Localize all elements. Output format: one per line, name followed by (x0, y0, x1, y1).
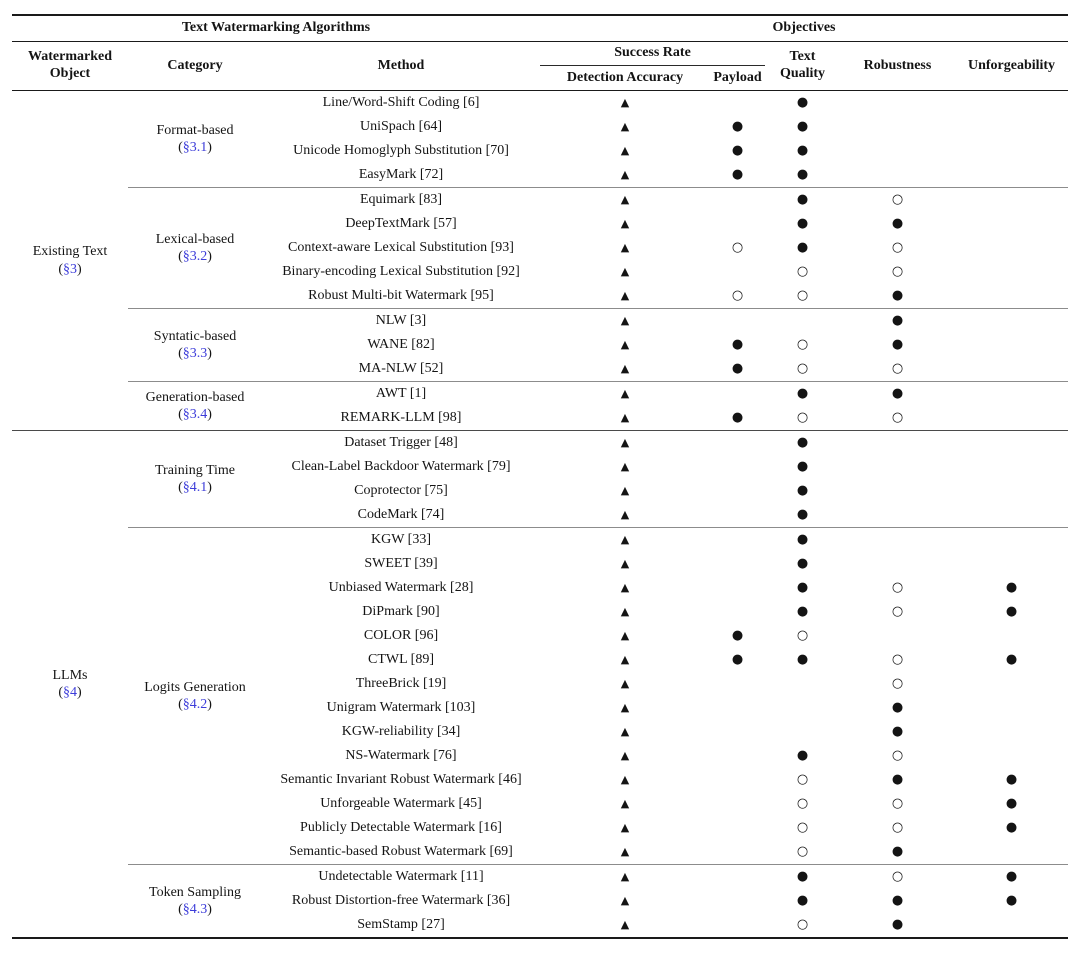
marker-payload (710, 744, 765, 768)
marker-robustness (840, 163, 955, 188)
marker-payload (710, 889, 765, 913)
section-ref: (§3.4) (178, 407, 212, 422)
marker-text-quality: ● (796, 458, 809, 474)
method-cell: Publicly Detectable Watermark [16] (300, 819, 502, 835)
marker-payload (710, 260, 765, 284)
method-cell: Unforgeable Watermark [45] (320, 795, 482, 811)
marker-unforgeability (955, 188, 1068, 213)
method-cell: Context-aware Lexical Substitution [93] (288, 239, 514, 255)
section-link[interactable]: §3.3 (182, 346, 208, 361)
marker-text-quality: ● (796, 603, 809, 619)
marker-detection-accuracy: ▲ (620, 95, 630, 109)
marker-unforgeability (955, 913, 1068, 938)
marker-robustness (840, 91, 955, 116)
marker-unforgeability (955, 479, 1068, 503)
marker-payload (710, 696, 765, 720)
method-cell: Robust Multi-bit Watermark [95] (262, 284, 540, 309)
marker-payload (710, 865, 765, 890)
marker-detection-accuracy: ▲ (620, 386, 630, 400)
marker-robustness (840, 624, 955, 648)
marker-robustness: ○ (891, 675, 904, 691)
col-header-watermarked-object: Watermarked Object (12, 42, 128, 91)
group-label: Generation-based (145, 389, 245, 405)
marker-robustness (840, 455, 955, 479)
marker-robustness: ○ (840, 406, 955, 431)
marker-robustness: ○ (840, 357, 955, 382)
group-label: Existing Text (32, 244, 108, 259)
method-cell: Clean-Label Backdoor Watermark [79] (291, 458, 511, 474)
marker-robustness: ○ (891, 191, 904, 207)
watermarking-comparison-table (12, 14, 1068, 939)
section-link[interactable]: §4.2 (182, 697, 208, 712)
table-row (12, 528, 1068, 553)
section-link[interactable]: §4.3 (182, 902, 208, 917)
marker-text-quality: ● (796, 747, 809, 763)
col-header-success-rate: Success Rate (540, 42, 765, 66)
marker-robustness: ○ (891, 603, 904, 619)
marker-unforgeability (955, 212, 1068, 236)
section-ref: (§4.3) (178, 902, 212, 917)
marker-text-quality: ○ (765, 284, 840, 309)
table-body (12, 91, 1068, 939)
marker-unforgeability (955, 309, 1068, 334)
marker-robustness: ○ (891, 868, 904, 884)
marker-text-quality: ● (765, 503, 840, 528)
marker-unforgeability (955, 91, 1068, 116)
marker-detection-accuracy: ▲ (620, 700, 630, 714)
marker-text-quality: ● (796, 434, 809, 450)
marker-unforgeability (955, 528, 1068, 553)
marker-payload (710, 503, 765, 528)
marker-detection-accuracy: ▲ (620, 893, 630, 907)
marker-robustness: ○ (891, 239, 904, 255)
marker-unforgeability: ● (1005, 795, 1018, 811)
category-cell (128, 528, 262, 865)
marker-payload: ● (731, 651, 744, 667)
marker-payload (710, 479, 765, 503)
method-cell: CodeMark [74] (262, 503, 540, 528)
marker-payload (710, 672, 765, 696)
marker-robustness (840, 479, 955, 503)
marker-unforgeability (955, 382, 1068, 407)
category-cell (128, 431, 262, 528)
marker-robustness (840, 431, 955, 456)
watermarked-object-cell (12, 91, 128, 431)
marker-text-quality: ● (796, 482, 809, 498)
marker-detection-accuracy: ▲ (620, 869, 630, 883)
col-header-unforgeability: Unforgeability (955, 42, 1068, 91)
marker-robustness (840, 115, 955, 139)
method-cell: NS-Watermark [76] (345, 747, 457, 763)
marker-detection-accuracy: ▲ (620, 556, 630, 570)
marker-robustness: ● (891, 771, 904, 787)
group-label: Training Time (154, 462, 235, 478)
group-header-row (12, 15, 1068, 42)
marker-unforgeability (955, 333, 1068, 357)
method-cell: NLW [3] (375, 312, 427, 328)
col-header-category: Category (128, 42, 262, 91)
marker-text-quality (765, 309, 840, 334)
marker-unforgeability (955, 552, 1068, 576)
marker-robustness (840, 528, 955, 553)
section-link[interactable]: §4 (63, 685, 77, 700)
method-cell: REMARK-LLM [98] (262, 406, 540, 431)
marker-detection-accuracy: ▲ (620, 216, 630, 230)
marker-text-quality: ○ (765, 840, 840, 865)
marker-detection-accuracy: ▲ (620, 435, 630, 449)
method-cell: COLOR [96] (363, 627, 439, 643)
marker-text-quality: ● (796, 94, 809, 110)
marker-text-quality: ○ (796, 263, 809, 279)
marker-robustness: ○ (891, 819, 904, 835)
marker-detection-accuracy: ▲ (620, 748, 630, 762)
marker-payload: ● (731, 336, 744, 352)
marker-text-quality (765, 696, 840, 720)
method-cell: SWEET [39] (364, 555, 438, 571)
marker-robustness: ● (891, 723, 904, 739)
marker-robustness (840, 552, 955, 576)
marker-text-quality: ○ (796, 336, 809, 352)
marker-unforgeability (955, 357, 1068, 382)
marker-text-quality: ● (796, 191, 809, 207)
marker-unforgeability: ● (1005, 651, 1018, 667)
marker-unforgeability: ● (1005, 819, 1018, 835)
marker-unforgeability (955, 260, 1068, 284)
marker-detection-accuracy: ▲ (620, 628, 630, 642)
marker-payload (710, 768, 765, 792)
marker-detection-accuracy: ▲ (540, 840, 710, 865)
marker-detection-accuracy: ▲ (620, 192, 630, 206)
section-link[interactable]: §3.1 (182, 140, 208, 155)
marker-text-quality (765, 672, 840, 696)
section-link[interactable]: §4.1 (182, 480, 208, 495)
marker-payload (710, 720, 765, 744)
method-cell: KGW-reliability [34] (341, 723, 461, 739)
method-cell: WANE [82] (367, 336, 435, 352)
marker-unforgeability (955, 406, 1068, 431)
section-ref: (§4) (58, 685, 82, 700)
marker-robustness (840, 139, 955, 163)
marker-detection-accuracy: ▲ (620, 119, 630, 133)
method-cell: Semantic Invariant Robust Watermark [46] (280, 771, 522, 787)
method-cell: DiPmark [90] (362, 603, 440, 619)
marker-text-quality: ● (796, 142, 809, 158)
group-header-text-watermarking-algorithms: Text Watermarking Algorithms (12, 15, 540, 42)
marker-unforgeability (955, 503, 1068, 528)
marker-detection-accuracy: ▲ (620, 337, 630, 351)
marker-text-quality: ● (796, 531, 809, 547)
marker-payload: ● (731, 118, 744, 134)
group-label: Logits Generation (144, 679, 246, 695)
marker-robustness: ● (891, 892, 904, 908)
marker-payload (710, 816, 765, 840)
table-row (12, 431, 1068, 456)
section-ref: (§3.2) (178, 249, 212, 264)
marker-payload (710, 455, 765, 479)
marker-text-quality: ● (796, 215, 809, 231)
marker-unforgeability (955, 139, 1068, 163)
marker-text-quality: ○ (796, 771, 809, 787)
marker-detection-accuracy: ▲ (540, 284, 710, 309)
table-row (12, 188, 1068, 213)
section-ref: (§4.1) (178, 480, 212, 495)
method-cell: Coprotector [75] (354, 482, 448, 498)
marker-text-quality (765, 720, 840, 744)
marker-text-quality: ○ (796, 819, 809, 835)
marker-robustness: ○ (891, 651, 904, 667)
method-cell: KGW [33] (370, 531, 431, 547)
marker-detection-accuracy: ▲ (620, 772, 630, 786)
marker-payload (710, 576, 765, 600)
category-cell (128, 188, 262, 309)
method-cell: CTWL [89] (368, 651, 434, 667)
col-header-payload: Payload (710, 66, 765, 91)
marker-unforgeability (955, 840, 1068, 865)
marker-unforgeability (955, 455, 1068, 479)
col-header-text-quality: Text Quality (765, 42, 840, 91)
marker-robustness: ● (891, 336, 904, 352)
category-cell (128, 382, 262, 431)
marker-unforgeability (955, 624, 1068, 648)
marker-robustness: ● (840, 284, 955, 309)
table-row (12, 865, 1068, 890)
method-cell: ThreeBrick [19] (355, 675, 447, 691)
method-cell: Unicode Homoglyph Substitution [70] (293, 142, 509, 158)
marker-payload: ● (731, 142, 744, 158)
marker-payload: ● (710, 406, 765, 431)
marker-unforgeability: ● (1005, 771, 1018, 787)
section-ref: (§3) (58, 261, 82, 277)
marker-unforgeability (955, 696, 1068, 720)
marker-unforgeability (955, 284, 1068, 309)
table-row (12, 91, 1068, 116)
marker-unforgeability (955, 720, 1068, 744)
marker-detection-accuracy: ▲ (620, 676, 630, 690)
marker-payload: ○ (710, 284, 765, 309)
col-header-robustness: Robustness (840, 42, 955, 91)
marker-detection-accuracy: ▲ (540, 406, 710, 431)
category-cell (128, 865, 262, 939)
marker-robustness: ○ (891, 795, 904, 811)
watermarked-object-cell (12, 431, 128, 939)
marker-text-quality: ● (796, 892, 809, 908)
marker-detection-accuracy: ▲ (620, 820, 630, 834)
marker-unforgeability: ● (1005, 868, 1018, 884)
method-cell: Unbiased Watermark [28] (328, 579, 474, 595)
method-cell: DeepTextMark [57] (345, 215, 457, 231)
marker-detection-accuracy: ▲ (620, 240, 630, 254)
marker-detection-accuracy: ▲ (540, 357, 710, 382)
marker-robustness: ● (891, 699, 904, 715)
marker-unforgeability: ● (1005, 579, 1018, 595)
marker-detection-accuracy: ▲ (620, 459, 630, 473)
marker-robustness: ● (891, 916, 904, 932)
marker-payload (710, 212, 765, 236)
marker-text-quality: ○ (765, 357, 840, 382)
marker-detection-accuracy: ▲ (540, 503, 710, 528)
marker-unforgeability (955, 672, 1068, 696)
marker-payload: ○ (731, 239, 744, 255)
method-cell: MA-NLW [52] (262, 357, 540, 382)
method-cell: Dataset Trigger [48] (344, 434, 458, 450)
marker-text-quality: ● (765, 163, 840, 188)
marker-robustness: ○ (891, 747, 904, 763)
marker-payload (710, 528, 765, 553)
category-cell (128, 309, 262, 382)
marker-detection-accuracy: ▲ (620, 143, 630, 157)
marker-detection-accuracy: ▲ (620, 580, 630, 594)
marker-payload (710, 552, 765, 576)
section-link[interactable]: §3.4 (182, 407, 208, 422)
marker-text-quality: ○ (796, 916, 809, 932)
marker-detection-accuracy: ▲ (620, 724, 630, 738)
method-cell: Line/Word-Shift Coding [6] (322, 94, 480, 110)
method-cell: Binary-encoding Lexical Substitution [92] (282, 263, 520, 279)
marker-robustness: ○ (891, 263, 904, 279)
col-header-method: Method (262, 42, 540, 91)
marker-detection-accuracy: ▲ (540, 163, 710, 188)
section-ref: (§3.3) (178, 346, 212, 361)
marker-payload: ● (710, 163, 765, 188)
method-cell: AWT [1] (375, 385, 427, 401)
category-cell (128, 91, 262, 188)
marker-payload (710, 309, 765, 334)
marker-payload (710, 840, 765, 865)
marker-text-quality: ○ (796, 627, 809, 643)
section-ref: (§3.1) (178, 140, 212, 155)
group-label: LLMs (52, 667, 88, 683)
marker-detection-accuracy: ▲ (620, 604, 630, 618)
method-cell: SemStamp [27] (357, 916, 445, 932)
table-row (12, 382, 1068, 407)
marker-text-quality: ● (796, 239, 809, 255)
col-header-detection-accuracy: Detection Accuracy (540, 66, 710, 91)
marker-unforgeability: ● (1005, 603, 1018, 619)
marker-robustness: ● (840, 840, 955, 865)
marker-payload (710, 431, 765, 456)
marker-unforgeability: ● (1005, 892, 1018, 908)
marker-robustness: ○ (891, 579, 904, 595)
marker-detection-accuracy: ▲ (620, 917, 630, 931)
group-label: Token Sampling (149, 884, 241, 900)
marker-detection-accuracy: ▲ (620, 796, 630, 810)
marker-text-quality: ● (796, 118, 809, 134)
section-link[interactable]: §3.2 (182, 249, 208, 264)
marker-detection-accuracy: ▲ (620, 264, 630, 278)
marker-payload (710, 792, 765, 816)
marker-text-quality: ○ (765, 406, 840, 431)
marker-detection-accuracy: ▲ (620, 532, 630, 546)
marker-robustness: ● (891, 385, 904, 401)
table-row (12, 309, 1068, 334)
marker-unforgeability (955, 236, 1068, 260)
marker-payload: ● (731, 627, 744, 643)
marker-payload (710, 91, 765, 116)
marker-text-quality: ● (796, 555, 809, 571)
group-label: Lexical-based (155, 231, 235, 247)
marker-payload: ● (710, 357, 765, 382)
marker-text-quality: ● (796, 385, 809, 401)
method-cell: UniSpach [64] (359, 118, 443, 134)
marker-detection-accuracy: ▲ (620, 483, 630, 497)
marker-unforgeability (955, 115, 1068, 139)
method-cell: Robust Distortion-free Watermark [36] (291, 892, 511, 908)
marker-robustness (840, 503, 955, 528)
marker-payload (710, 382, 765, 407)
group-label: Syntatic-based (153, 328, 237, 344)
marker-text-quality: ● (796, 868, 809, 884)
column-header-row (12, 42, 1068, 66)
marker-detection-accuracy: ▲ (620, 652, 630, 666)
marker-unforgeability (955, 744, 1068, 768)
marker-unforgeability (955, 431, 1068, 456)
marker-text-quality: ● (796, 651, 809, 667)
method-cell: Equimark [83] (359, 191, 443, 207)
marker-text-quality: ● (796, 579, 809, 595)
group-label: Format-based (156, 122, 234, 138)
method-cell: Semantic-based Robust Watermark [69] (262, 840, 540, 865)
method-cell: Undetectable Watermark [11] (318, 868, 484, 884)
group-header-objectives: Objectives (540, 15, 1068, 42)
table-header (12, 15, 1068, 91)
section-link[interactable]: §3 (63, 261, 77, 277)
marker-detection-accuracy: ▲ (620, 313, 630, 327)
method-cell: EasyMark [72] (262, 163, 540, 188)
section-ref: (§4.2) (178, 697, 212, 712)
marker-payload (710, 600, 765, 624)
marker-payload (710, 188, 765, 213)
marker-text-quality: ○ (796, 795, 809, 811)
marker-robustness: ● (891, 215, 904, 231)
marker-unforgeability (955, 163, 1068, 188)
marker-robustness: ● (891, 312, 904, 328)
marker-payload (710, 913, 765, 938)
method-cell: Unigram Watermark [103] (326, 699, 476, 715)
